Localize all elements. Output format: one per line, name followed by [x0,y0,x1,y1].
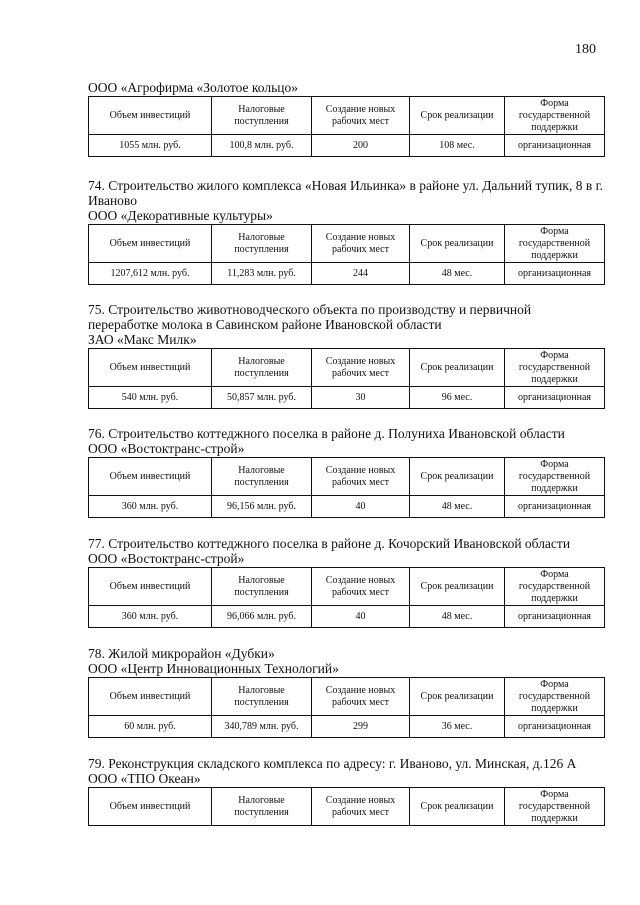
project-title: 79. Реконструкция складского комплекса по адресу: г. Иваново, ул. Минская, д.126 А [88,756,577,771]
cell-term: 108 мес. [410,135,505,157]
table-header-row [89,788,605,826]
header-jobs: Создание новых рабочих мест [312,678,410,716]
investment-table [88,677,605,738]
cell-tax: 50,857 млн. руб. [212,387,312,409]
cell-jobs: 200 [312,135,410,157]
header-tax: Налоговые поступления [212,225,312,263]
header-term: Срок реализации [410,678,505,716]
header-investment: Объем инвестиций [89,458,212,496]
cell-tax: 100,8 млн. руб. [212,135,312,157]
cell-jobs: 40 [312,496,410,518]
header-jobs: Создание новых рабочих мест [312,349,410,387]
header-jobs: Создание новых рабочих мест [312,97,410,135]
investment-table [88,224,605,285]
investment-table [88,567,605,628]
cell-tax: 340,789 млн. руб. [212,716,312,738]
header-term: Срок реализации [410,568,505,606]
cell-tax: 96,156 млн. руб. [212,496,312,518]
company-name: ООО «Агрофирма «Золотое кольцо» [88,80,298,95]
header-tax: Налоговые поступления [212,349,312,387]
project-block [88,426,604,518]
investment-table [88,457,605,518]
header-support: Форма государственной поддержки [505,568,605,606]
header-support: Форма государственной поддержки [505,788,605,826]
investment-table [88,787,605,826]
table-header-row [89,458,605,496]
header-support: Форма государственной поддержки [505,349,605,387]
company-name: ООО «Центр Инновационных Технологий» [88,661,339,676]
project-block [88,80,604,157]
cell-investment: 360 млн. руб. [89,606,212,628]
cell-jobs: 40 [312,606,410,628]
cell-tax: 96,066 млн. руб. [212,606,312,628]
project-block [88,646,604,738]
cell-term: 96 мес. [410,387,505,409]
table-row [89,135,605,157]
header-investment: Объем инвестиций [89,788,212,826]
header-support: Форма государственной поддержки [505,678,605,716]
cell-investment: 1207,612 млн. руб. [89,263,212,285]
page-number: 180 [575,42,596,57]
cell-jobs: 30 [312,387,410,409]
header-term: Срок реализации [410,788,505,826]
header-jobs: Создание новых рабочих мест [312,788,410,826]
project-title: 76. Строительство коттеджного поселка в районе д. Полуниха Ивановской области [88,426,565,441]
header-jobs: Создание новых рабочих мест [312,458,410,496]
header-tax: Налоговые поступления [212,458,312,496]
header-term: Срок реализации [410,225,505,263]
investment-table [88,348,605,409]
header-support: Форма государственной поддержки [505,458,605,496]
cell-jobs: 244 [312,263,410,285]
header-support: Форма государственной поддержки [505,225,605,263]
header-investment: Объем инвестиций [89,568,212,606]
header-support: Форма государственной поддержки [505,97,605,135]
header-tax: Налоговые поступления [212,97,312,135]
header-investment: Объем инвестиций [89,225,212,263]
table-row [89,387,605,409]
cell-term: 48 мес. [410,606,505,628]
table-row [89,496,605,518]
cell-investment: 360 млн. руб. [89,496,212,518]
company-name: ООО «Декоративные культуры» [88,208,273,223]
header-term: Срок реализации [410,97,505,135]
header-term: Срок реализации [410,458,505,496]
table-header-row [89,349,605,387]
header-investment: Объем инвестиций [89,97,212,135]
table-header-row [89,568,605,606]
project-title: 74. Строительство жилого комплекса «Новая Ильинка» в районе ул. Дальний тупик, 8 в г. Иваново [88,178,603,208]
project-title: 77. Строительство коттеджного поселка в районе д. Кочорский Ивановской области [88,536,571,551]
project-title: 78. Жилой микрорайон «Дубки» [88,646,275,661]
company-name: ООО «ТПО Океан» [88,771,201,786]
cell-support: организационная [505,496,605,518]
company-name: ЗАО «Макс Милк» [88,332,197,347]
cell-tax: 11,283 млн. руб. [212,263,312,285]
cell-investment: 60 млн. руб. [89,716,212,738]
cell-support: организационная [505,606,605,628]
cell-support: организационная [505,263,605,285]
table-row [89,606,605,628]
company-name: ООО «Востоктранс-строй» [88,551,245,566]
cell-investment: 1055 млн. руб. [89,135,212,157]
header-investment: Объем инвестиций [89,678,212,716]
project-block [88,178,604,285]
project-block [88,302,604,409]
header-investment: Объем инвестиций [89,349,212,387]
project-block [88,536,604,628]
cell-support: организационная [505,387,605,409]
header-jobs: Создание новых рабочих мест [312,568,410,606]
table-header-row [89,678,605,716]
table-row [89,716,605,738]
company-name: ООО «Востоктранс-строй» [88,441,245,456]
header-tax: Налоговые поступления [212,788,312,826]
header-jobs: Создание новых рабочих мест [312,225,410,263]
table-header-row [89,97,605,135]
cell-term: 36 мес. [410,716,505,738]
project-title: 75. Строительство животноводческого объекта по производству и первичной переработке молока в Савинском районе Ивановской области [88,302,532,332]
investment-table [88,96,605,157]
cell-jobs: 299 [312,716,410,738]
header-tax: Налоговые поступления [212,568,312,606]
cell-term: 48 мес. [410,263,505,285]
header-term: Срок реализации [410,349,505,387]
cell-investment: 540 млн. руб. [89,387,212,409]
cell-support: организационная [505,716,605,738]
project-block [88,756,604,826]
table-header-row [89,225,605,263]
table-row [89,263,605,285]
header-tax: Налоговые поступления [212,678,312,716]
cell-support: организационная [505,135,605,157]
cell-term: 48 мес. [410,496,505,518]
